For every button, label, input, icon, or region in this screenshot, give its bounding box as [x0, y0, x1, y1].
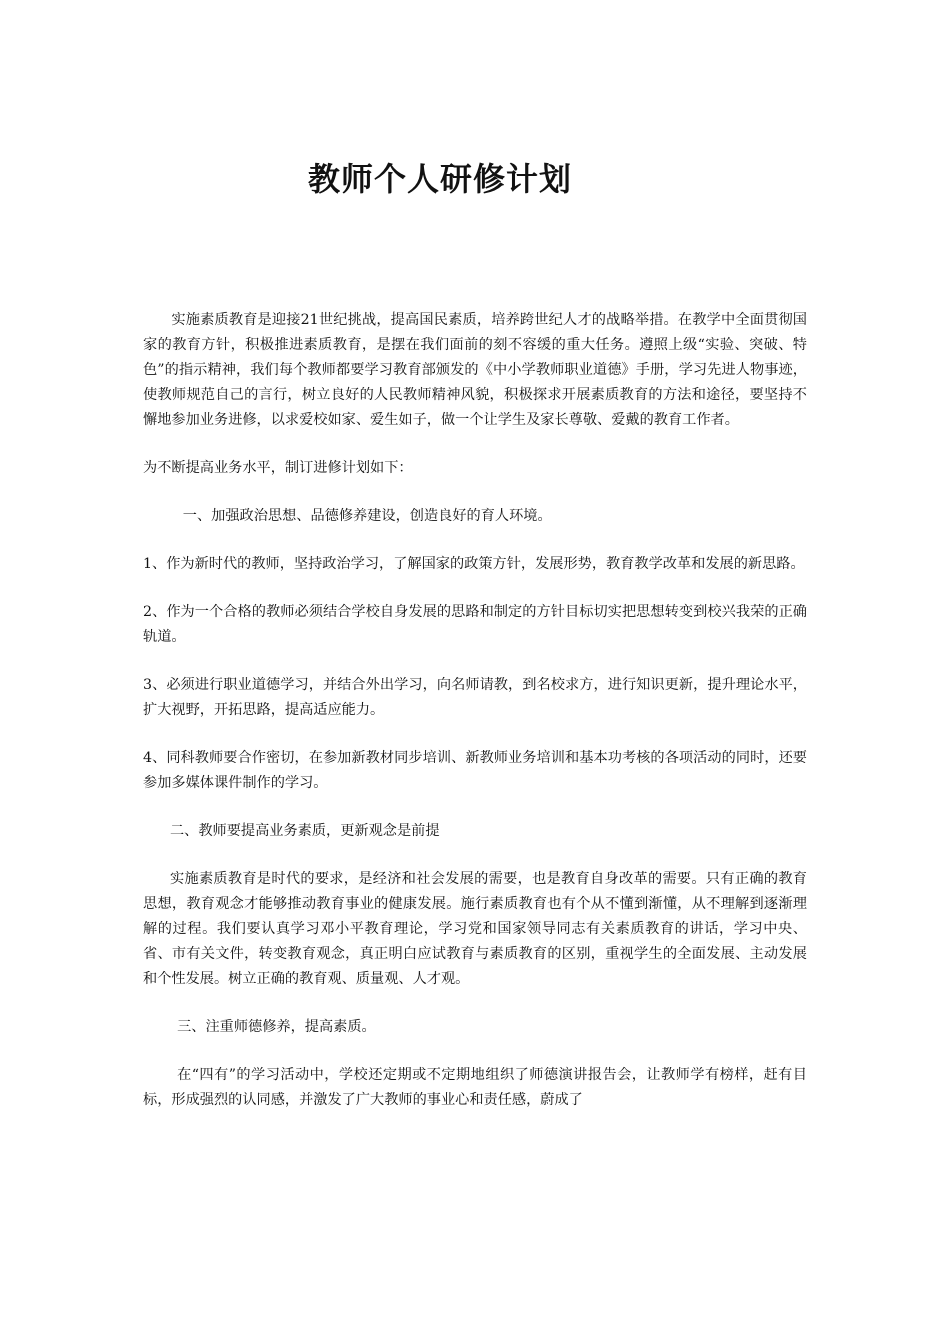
- section-heading-1: 一、加强政治思想、品德修养建设，创造良好的育人环境。: [182, 508, 552, 524]
- list-item-2: 2、作为一个合格的教师必须结合学校自身发展的思路和制定的方针目标切实把思想转变到校兴我荣的正确轨道。: [143, 604, 807, 645]
- document-body: [143, 308, 807, 1113]
- intro-paragraph: 实施素质教育是迎接21世纪挑战，提高国民素质，培养跨世纪人才的战略举措。在教学中全面贯彻国家的教育方针，积极推进素质教育，是摆在我们面前的刻不容缓的重大任务。遵照上级“实验、突破、特色”的指示精神，我们每个教师都要学习教育部颁发的《中小学教师职业道德》手册，学习先进人物事迹，使教师规范自己的言行，树立良好的人民教师精神风貌，积极探求开展素质教育的方法和途径，要坚持不懈地参加业务进修，以求爱校如家、爱生如子，做一个让学生及家长尊敬、爱戴的教育工作者。: [143, 312, 807, 428]
- list-item-4: 4、同科教师要合作密切，在参加新教材同步培训、新教师业务培训和基本功考核的各项活动的同时，还要参加多媒体课件制作的学习。: [143, 750, 807, 791]
- section-3-paragraph: 在“四有”的学习活动中，学校还定期或不定期地组织了师德演讲报告会，让教师学有榜样，赶有目标，形成强烈的认同感，并激发了广大教师的事业心和责任感，蔚成了: [143, 1067, 807, 1108]
- list-item-1: 1、作为新时代的教师，坚持政治学习，了解国家的政策方针，发展形势，教育教学改革和发展的新思路。: [143, 556, 805, 572]
- section-heading-2: 二、教师要提高业务素质，更新观念是前提: [169, 823, 440, 839]
- plan-lead-paragraph: 为不断提高业务水平，制订进修计划如下：: [143, 460, 413, 476]
- document-title: 教师个人研修计划: [307, 160, 572, 198]
- section-2-paragraph: 实施素质教育是时代的要求，是经济和社会发展的需要，也是教育自身改革的需要。只有正确的教育思想，教育观念才能够推动教育事业的健康发展。施行素质教育也有个从不懂到渐懂，从不理解到逐渐理解的过程。我们要认真学习邓小平教育理论，学习党和国家领导同志有关素质教育的讲话，学习中央、省、市有关文件，转变教育观念，真正明白应试教育与素质教育的区别，重视学生的全面发展、主动发展和个性发展。树立正确的教育观、质量观、人才观。: [143, 871, 807, 987]
- section-heading-3: 三、注重师德修养，提高素质。: [177, 1019, 376, 1035]
- list-item-3: 3、必须进行职业道德学习，并结合外出学习，向名师请教，到名校求方，进行知识更新，提升理论水平，扩大视野，开拓思路，提高适应能力。: [143, 677, 807, 718]
